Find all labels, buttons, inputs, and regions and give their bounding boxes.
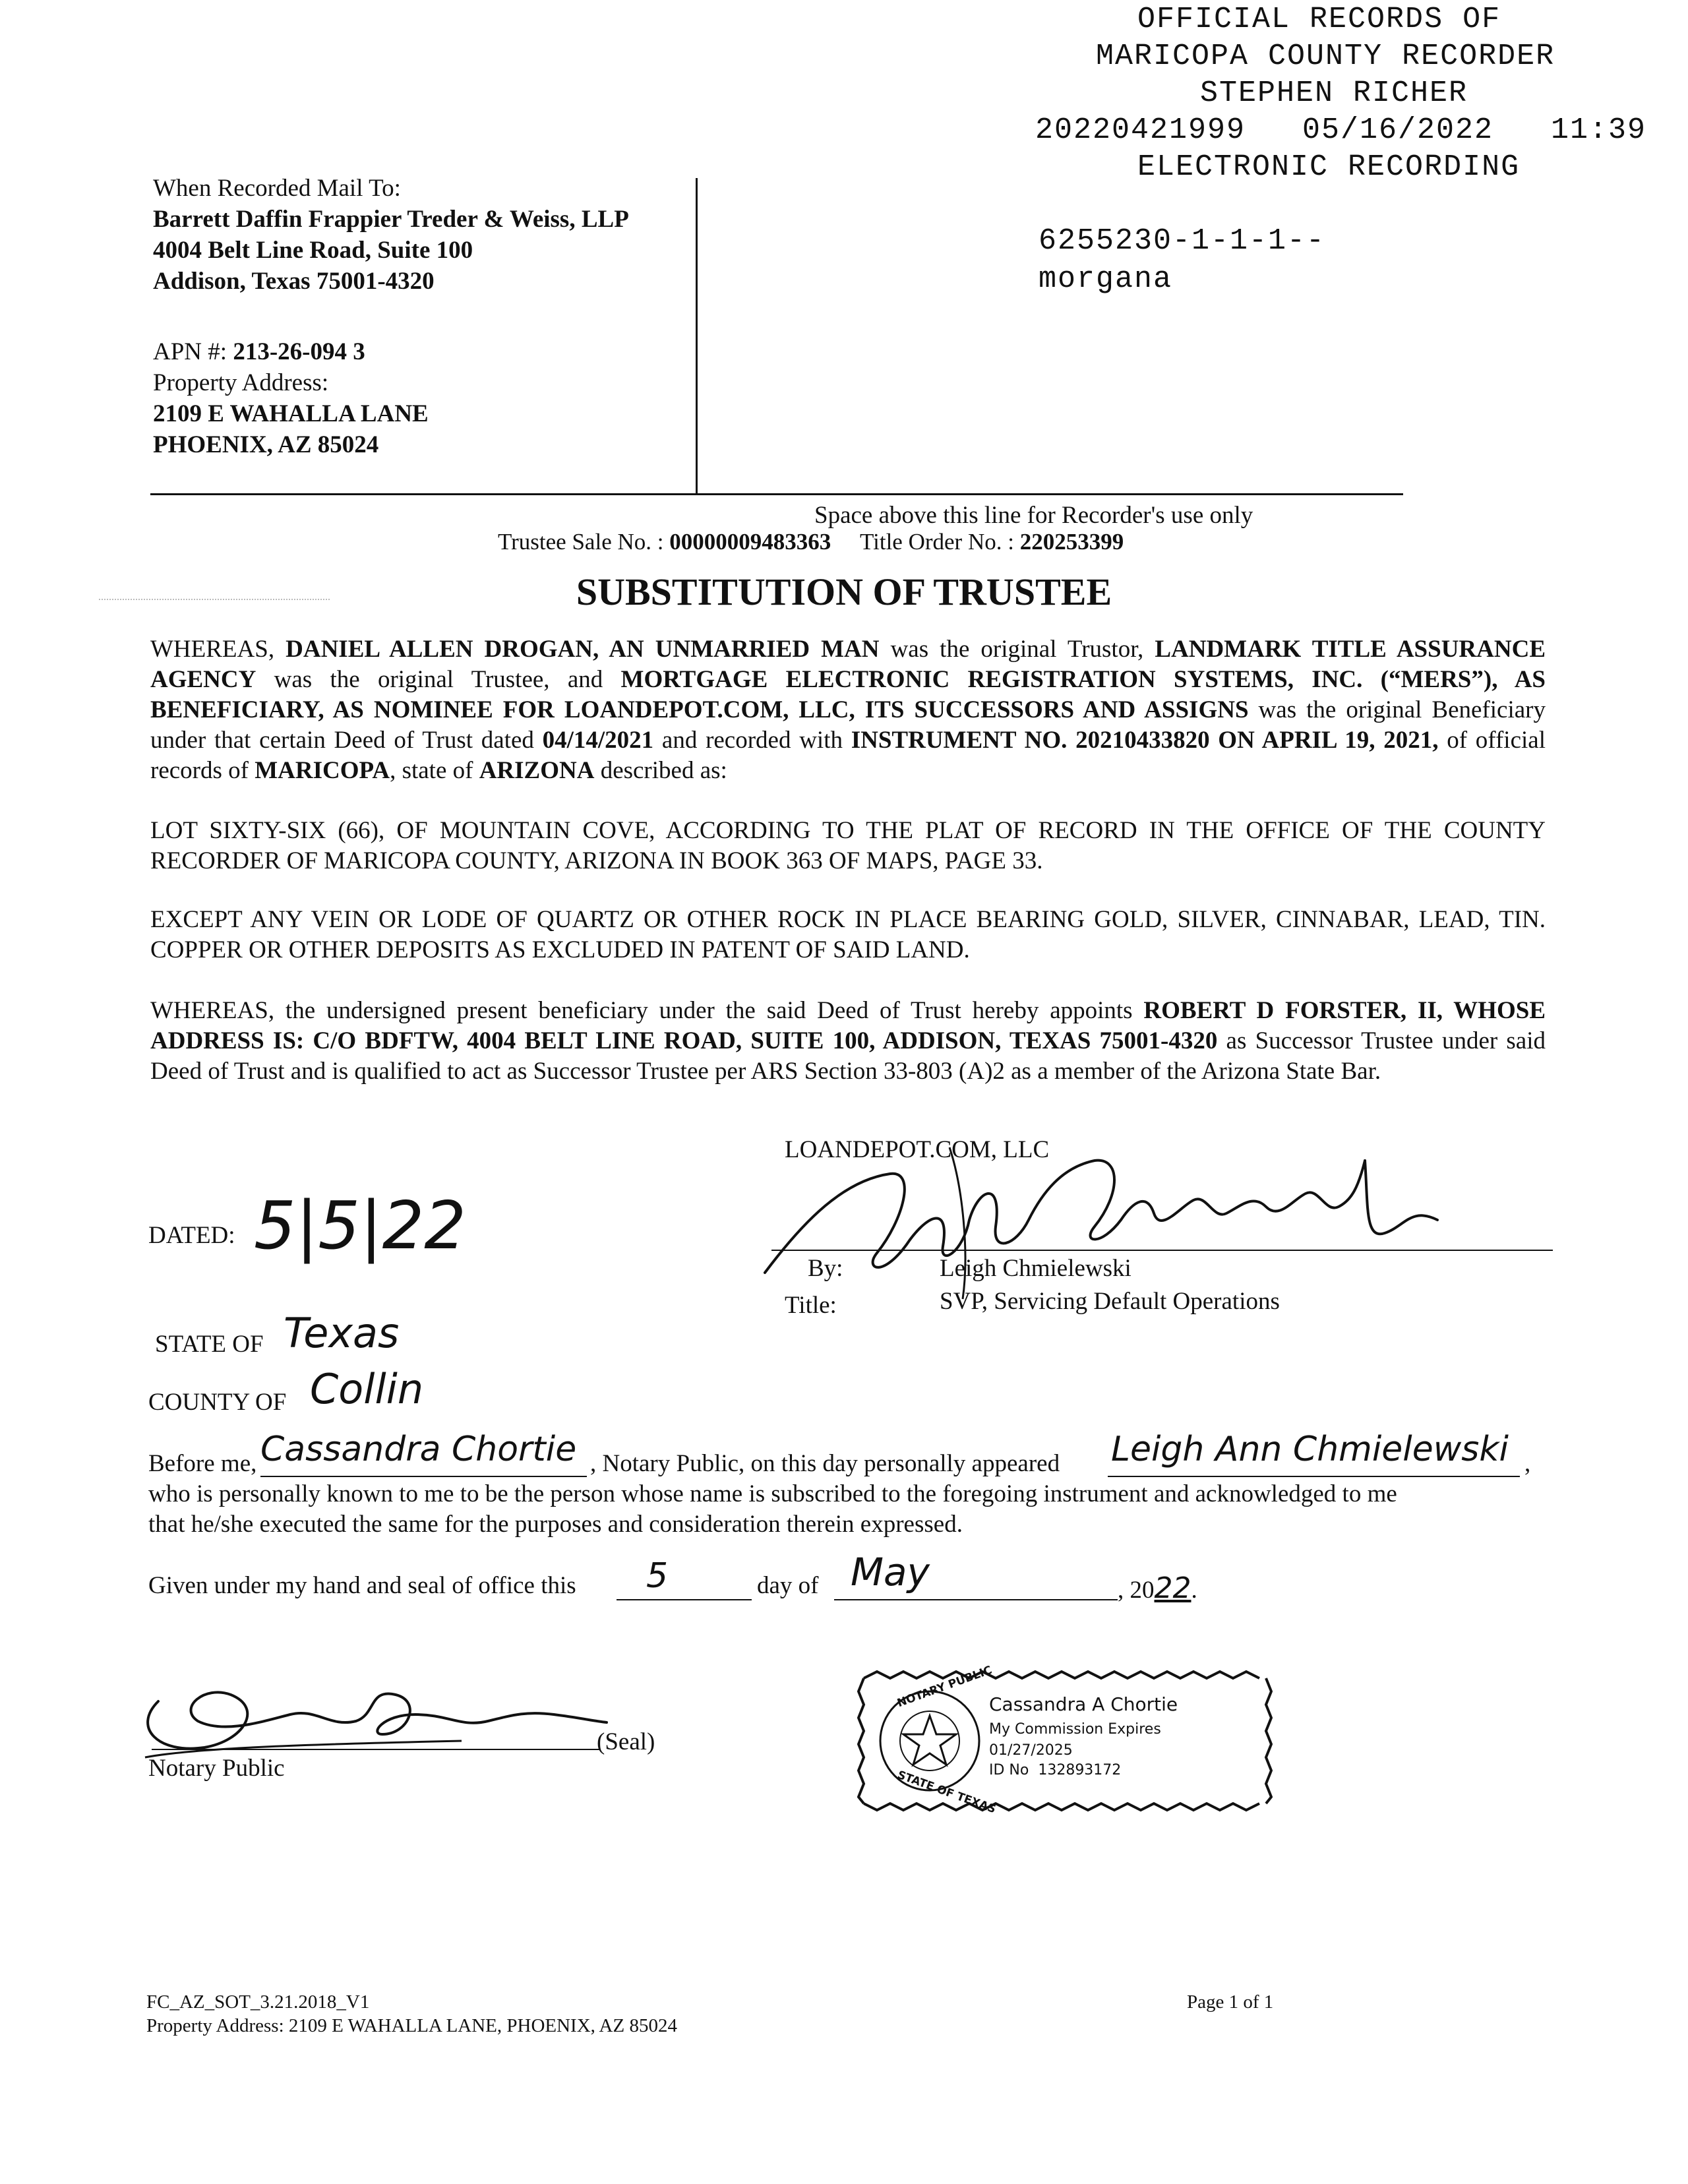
notary-seal-stamp <box>857 1663 1273 1817</box>
trustee-sale-label: Trustee Sale No. : <box>498 529 664 555</box>
paragraph-recitals <box>150 634 1546 786</box>
footer-property-address: Property Address: 2109 E WAHALLA LANE, PHOENIX, AZ 85024 <box>146 2015 677 2036</box>
by-label: By: <box>808 1255 843 1282</box>
p1-beneficiary: MORTGAGE ELECTRONIC REGISTRATION SYSTEMS, INC. (“MERS”), AS BENEFICIARY, AS NOMINEE FOR LOANDEPOT.COM, LLC, ITS SUCCESSORS AND ASSIGNS <box>150 666 1546 723</box>
mail-to-city: Addison, Texas 75001-4320 <box>153 268 435 295</box>
p1-original-trustee: LANDMARK TITLE ASSURANCE AGENCY <box>150 636 1546 693</box>
star-icon <box>903 1716 956 1765</box>
recorder-line-2: MARICOPA COUNTY RECORDER <box>1096 40 1555 73</box>
property-block <box>153 336 429 460</box>
footer-page-number: Page 1 of 1 <box>1187 1991 1274 2013</box>
title-label: Title: <box>785 1292 837 1319</box>
recorder-doc-number: 20220421999 <box>1035 113 1246 147</box>
p1-text-5: and recorded with <box>653 727 851 754</box>
recorder-time: 11:39 <box>1551 113 1647 147</box>
p1-text-7: , state of <box>390 757 479 784</box>
appeared-name-handwritten: Leigh Ann Chmielewski <box>1111 1430 1509 1469</box>
notary-public-label: Notary Public <box>148 1755 285 1782</box>
notary-name-handwritten: Cassandra Chortie <box>260 1430 577 1469</box>
title-order-label: Title Order No. : <box>859 529 1014 555</box>
p1-instrument: INSTRUMENT NO. 20210433820 ON APRIL 19, 2021, <box>851 727 1439 754</box>
recorder-user: morgana <box>1039 262 1173 296</box>
day-of-label: day of <box>757 1572 819 1599</box>
recorder-ref: 6255230-1-1-1-- <box>1039 224 1326 258</box>
recorder-space-rule <box>150 493 1403 495</box>
recorder-line-3: STEPHEN RICHER <box>1200 76 1468 110</box>
seal-ring-top: NOTARY PUBLIC <box>895 1663 994 1711</box>
p1-text-8: described as: <box>594 757 727 784</box>
property-city: PHOENIX, AZ 85024 <box>153 431 379 458</box>
recorder-date: 05/16/2022 <box>1302 113 1494 147</box>
apn-label: APN #: <box>153 338 227 365</box>
seal-id: ID No 132893172 <box>989 1762 1122 1778</box>
notary-signature-line <box>152 1749 600 1750</box>
sale-line <box>498 529 1124 555</box>
seal-label: (Seal) <box>597 1728 655 1755</box>
p4-text-1: WHEREAS, the undersigned present beneficiary under the said Deed of Trust hereby appoints <box>150 997 1144 1024</box>
p1-state: ARIZONA <box>479 757 595 784</box>
signer-name: Leigh Chmielewski <box>940 1255 1131 1282</box>
signer-title: SVP, Servicing Default Operations <box>940 1288 1280 1315</box>
p1-deed-date: 04/14/2021 <box>542 727 654 754</box>
given-month: May <box>851 1550 930 1594</box>
footer-form-id: FC_AZ_SOT_3.21.2018_V1 <box>146 1991 370 2013</box>
given-day-underline <box>617 1599 752 1600</box>
given-month-underline <box>834 1599 1118 1600</box>
p4-successor-trustee: ROBERT D FORSTER, II, WHOSE ADDRESS IS: C/O BDFTW, 4004 BELT LINE ROAD, SUITE 100, ADDISON, TEXAS 75001-4320 <box>150 997 1546 1054</box>
year-prefix: , 20 <box>1118 1577 1155 1604</box>
seal-commission: My Commission Expires <box>989 1721 1161 1738</box>
title-order-number: 220253399 <box>1019 529 1124 555</box>
given-label: Given under my hand and seal of office this <box>148 1572 576 1599</box>
state-label: STATE OF <box>155 1331 264 1358</box>
paragraph-legal-description: LOT SIXTY-SIX (66), OF MOUNTAIN COVE, ACCORDING TO THE PLAT OF RECORD IN THE OFFICE OF THE COUNTY RECORDER OF MARICOPA COUNTY, ARIZONA IN BOOK 363 OF MAPS, PAGE 33. <box>150 817 1546 874</box>
p1-text-6: of official records of <box>150 727 1546 784</box>
p1-county: MARICOPA <box>255 757 390 784</box>
trustee-sale-number: 00000009483363 <box>669 529 831 555</box>
paragraph-appointment <box>150 996 1546 1087</box>
p4-text-2: as Successor Trustee under said Deed of Trust and is qualified to act as Successor Trustee per ARS Section 33-803 (A)2 as a member of the Arizona State Bar. <box>150 1027 1546 1085</box>
mail-to-heading: When Recorded Mail To: <box>153 175 401 202</box>
p1-text-4: was the original Beneficiary under that certain Deed of Trust dated <box>150 696 1546 754</box>
box-vertical-rule <box>696 178 698 493</box>
property-address-label: Property Address: <box>153 369 329 396</box>
year-end: . <box>1191 1577 1197 1604</box>
before-label: Before me, <box>148 1450 257 1477</box>
county-value: Collin <box>310 1365 424 1413</box>
year-suffix: 22 <box>1154 1571 1191 1605</box>
apn-value: 213-26-094 3 <box>233 338 365 365</box>
p1-text-3: was the original Trustee, and <box>256 666 621 693</box>
notary-name-underline <box>260 1476 587 1477</box>
paragraph-exception: EXCEPT ANY VEIN OR LODE OF QUARTZ OR OTHER ROCK IN PLACE BEARING GOLD, SILVER, CINNABAR, LEAD, TIN. COPPER OR OTHER DEPOSITS AS EXCLUDED IN PATENT OF SAID LAND. <box>150 906 1546 963</box>
mail-to-company: Barrett Daffin Frappier Treder & Weiss, LLP <box>153 206 629 233</box>
p1-text-1: WHEREAS, <box>150 636 286 663</box>
p1-text-2: was the original Trustor, <box>879 636 1155 663</box>
signature-company: LOANDEPOT.COM, LLC <box>785 1136 1050 1163</box>
seal-name: Cassandra A Chortie <box>989 1693 1178 1715</box>
dated-label: DATED: <box>148 1222 235 1249</box>
county-label: COUNTY OF <box>148 1389 287 1416</box>
state-value: Texas <box>284 1309 400 1357</box>
before-middle-text: , Notary Public, on this day personally appeared <box>590 1450 1060 1477</box>
recorder-line-5: ELECTRONIC RECORDING <box>1137 150 1521 184</box>
notary-line-2: who is personally known to me to be the person whose name is subscribed to the foregoing instrument and acknowledged to me <box>148 1480 1397 1507</box>
mail-to-block <box>153 173 629 297</box>
notary-line-3: that he/she executed the same for the purposes and consideration therein expressed. <box>148 1511 963 1538</box>
p1-trustor: DANIEL ALLEN DROGAN, AN UNMARRIED MAN <box>286 636 880 663</box>
dated-value: 5|5|22 <box>254 1187 466 1264</box>
property-street: 2109 E WAHALLA LANE <box>153 400 429 427</box>
seal-expires: 01/27/2025 <box>989 1742 1073 1759</box>
recorder-note: Space above this line for Recorder's use only <box>814 502 1253 529</box>
appeared-comma: , <box>1524 1450 1531 1477</box>
signature-line <box>771 1250 1553 1251</box>
recorder-line-1: OFFICIAL RECORDS OF <box>1137 3 1501 36</box>
year-line <box>1118 1571 1197 1605</box>
appeared-underline <box>1108 1476 1520 1477</box>
before-line <box>148 1449 256 1478</box>
seal-ring-bottom: STATE OF TEXAS <box>895 1768 998 1817</box>
mail-to-street: 4004 Belt Line Road, Suite 100 <box>153 237 473 264</box>
document-title: SUBSTITUTION OF TRUSTEE <box>576 570 1112 613</box>
given-day: 5 <box>646 1556 669 1596</box>
